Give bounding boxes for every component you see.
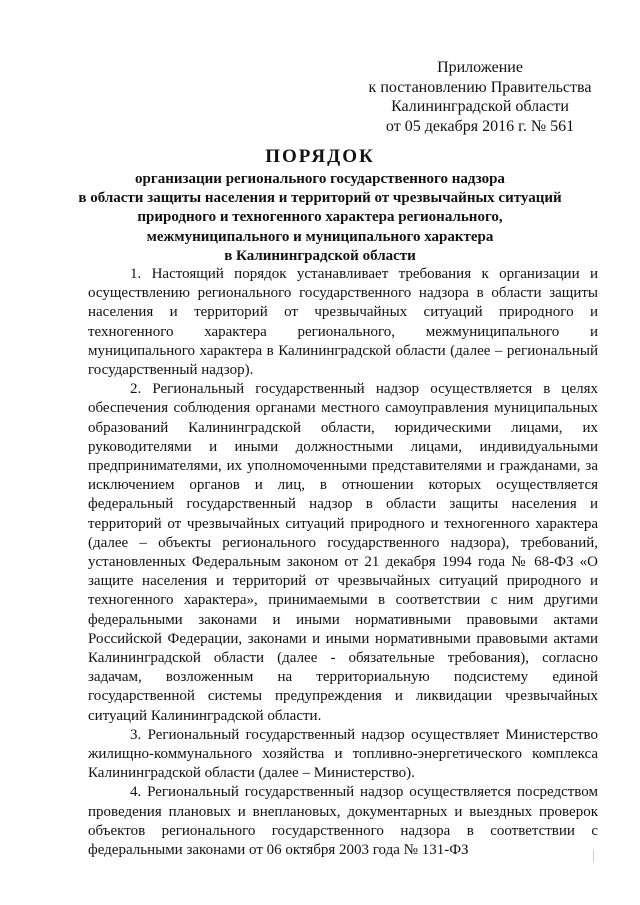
- appendix-resolution: к постановлению Правительства: [368, 78, 592, 96]
- subtitle-line: природного и техногенного характера регионального,: [137, 209, 503, 226]
- appendix-label: Приложение: [437, 59, 523, 76]
- document-title: ПОРЯДОК: [265, 146, 375, 167]
- appendix-header: [360, 58, 600, 136]
- paragraph-4: 4. Региональный государственный надзор осуществляется посредством проведения плановых и внеплановых, документарных и выездных проверок объектов регионального государственного надзора в соответствии с федеральными законами от 06 октября 2003 года № 131-ФЗ: [88, 784, 598, 859]
- paragraph-3: 3. Региональный государственный надзор осуществляет Министерство жилищно-коммунального хозяйства и топливно-энергетического комплекса Калининградской области (далее – Министерство).: [88, 726, 598, 782]
- appendix-region: Калининградской области: [391, 98, 569, 115]
- subtitle-line: межмуниципального и муниципального характера: [146, 228, 494, 245]
- paragraph-2: 2. Региональный государственный надзор осуществляется в целях обеспечения соблюдения органами местного самоуправления муниципальных образований Калининградской области, юридическими лицами, их руководителями и иными должностными лицами, индивидуальными предпринимателями, их уполномоченными представителями и гражданами, за исключением органов и лиц, в отношении которых осуществляется федеральный государственный надзор в области защиты населения и территорий от чрезвычайных ситуаций природного и техногенного характера (далее – объекты регионального государственного надзора), требований, установленных Федеральным законом от 21 декабря 1994 года № 68-ФЗ «О защите населения и территорий от чрезвычайных ситуаций природного и техногенного характера», принимаемыми в соответствии с ним другими федеральными законами и иными нормативными правовыми актами Российской Федерации, законами и иными нормативными правовыми актами Калининградской области (далее - обязательные требования), согласно задачам, возложенным на территориальную подсистему единой государственной системы предупреждения и ликвидации чрезвычайных ситуаций Калининградской области.: [88, 381, 598, 724]
- appendix-date-number: от 05 декабря 2016 г. № 561: [385, 117, 575, 135]
- paragraph-1: 1. Настоящий порядок устанавливает требования к организации и осуществлению регионального государственного надзора в области защиты населения и территорий от чрезвычайных ситуаций природного и техногенного характера регионального, межмуниципального и муниципального характера в Калининградской области (далее – региональный государственный надзор).: [88, 266, 598, 379]
- title-block: [40, 146, 600, 266]
- document-body: [88, 265, 598, 860]
- subtitle-line: в области защиты населения и территорий от чрезвычайных ситуаций: [78, 190, 562, 207]
- subtitle-line: организации регионального государственного надзора: [135, 171, 505, 187]
- subtitle-line: в Калининградской области: [224, 247, 416, 264]
- scan-mark: [593, 850, 594, 862]
